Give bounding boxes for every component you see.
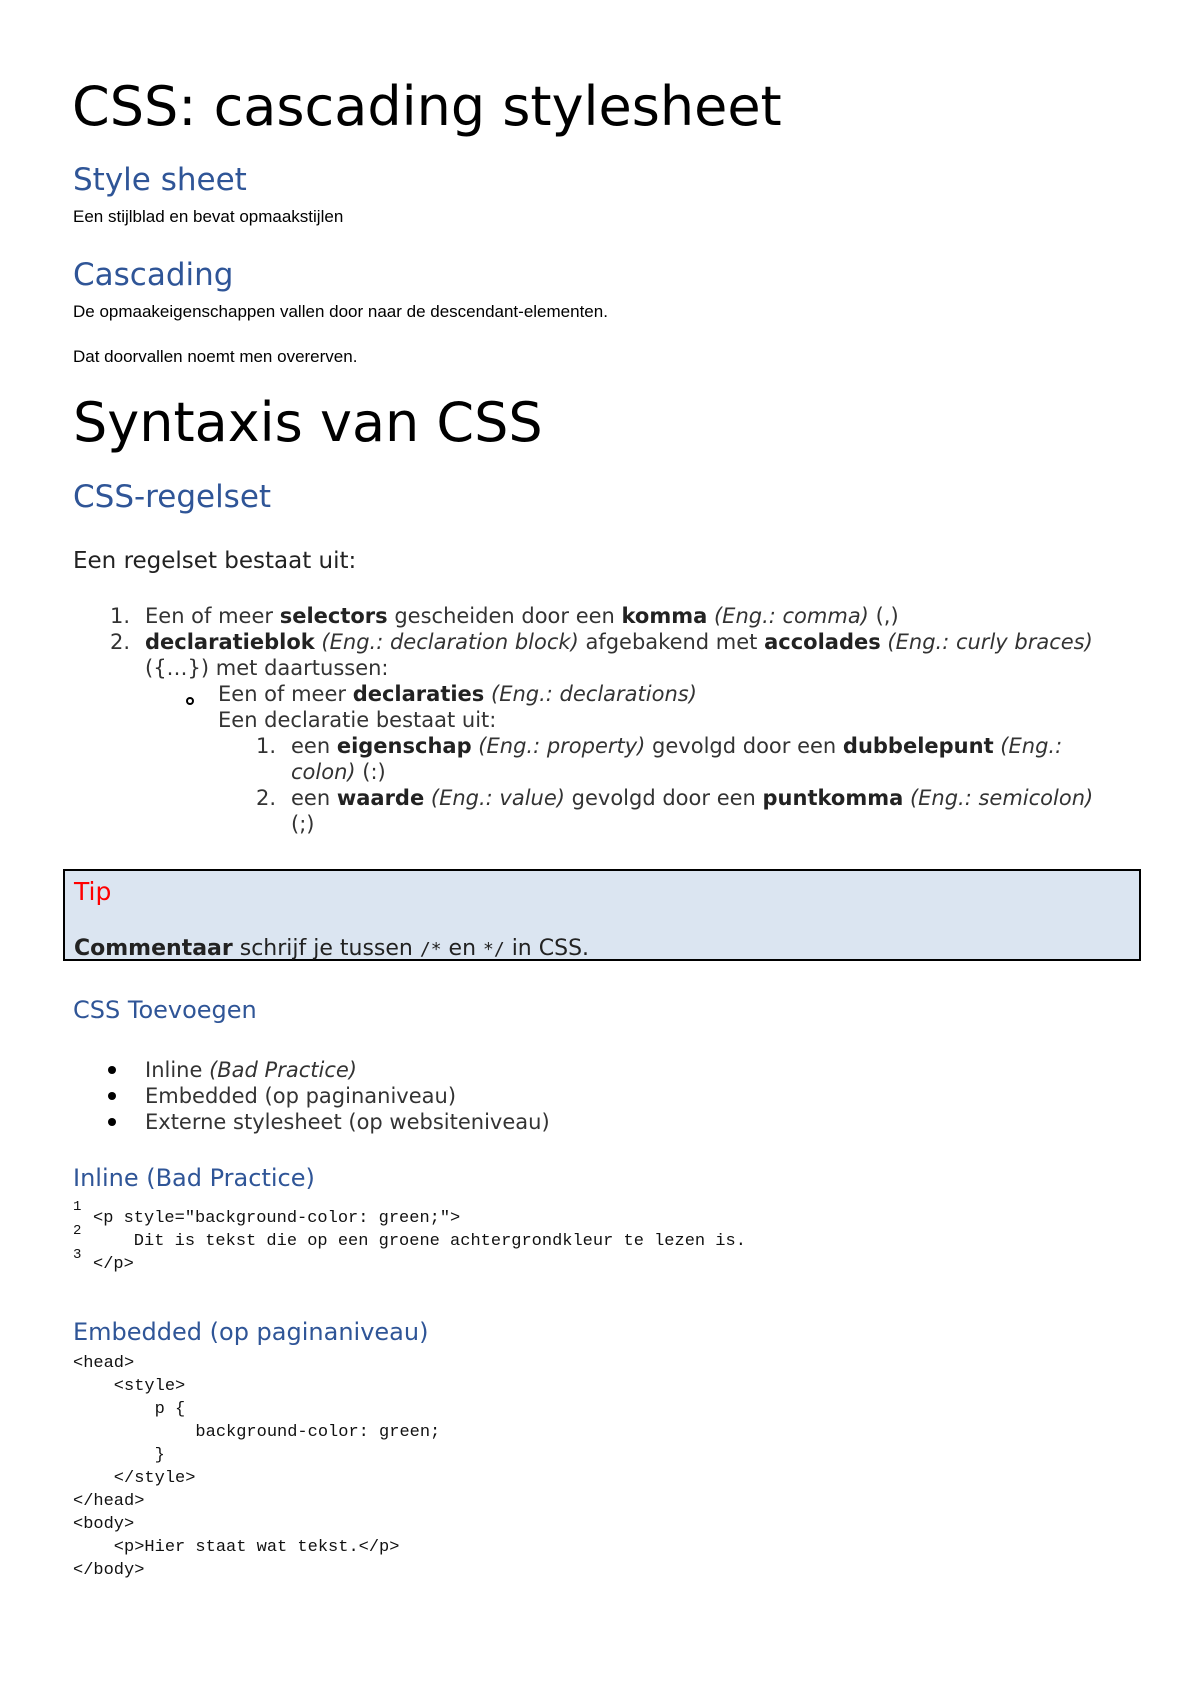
text-run: schrijf je tussen: [232, 936, 420, 961]
heading-css-toevoegen: CSS Toevoegen: [73, 996, 257, 1024]
bullet-icon: [108, 1092, 116, 1100]
code-line: Dit is tekst die op een groene achtergrondkleur te lezen is.: [93, 1232, 746, 1251]
term-selectors: selectors: [279, 604, 388, 628]
english-note: (Eng.: property): [478, 734, 646, 758]
style-sheet-text: Een stijlblad en bevat opmaakstijlen: [73, 207, 344, 226]
english-note: (Eng.: curly braces): [887, 630, 1093, 654]
code-line: <head>: [73, 1354, 135, 1373]
list-item-continuation: (;): [291, 812, 315, 836]
symbol: (,): [875, 604, 899, 628]
cascading-text-1: De opmaakeigenschappen vallen door naar de descendant-elementen.: [73, 302, 608, 321]
code-line: background-color: green;: [73, 1423, 441, 1442]
heading-css-regelset: CSS-regelset: [73, 479, 272, 515]
tip-box: [63, 869, 1141, 961]
sublist-item-continuation: Een declaratie bestaat uit:: [218, 708, 497, 732]
heading-cascading: Cascading: [73, 257, 234, 293]
text-run: afgebakend met: [578, 630, 765, 654]
nested-list-item: [0, 733, 1200, 785]
list-item: [0, 629, 1200, 681]
cascading-text-2: Dat doorvallen noemt men overerven.: [73, 347, 358, 366]
code-line: </body>: [73, 1561, 145, 1580]
english-note: colon): [291, 760, 356, 784]
circle-bullet-icon: [186, 697, 194, 705]
english-note: (Eng.: value): [430, 786, 565, 810]
list-item-continuation: [291, 759, 386, 785]
tip-title: Tip: [74, 877, 112, 906]
tip-text: [74, 936, 589, 961]
list-item: [0, 603, 1200, 629]
section-title-syntaxis: Syntaxis van CSS: [73, 391, 543, 454]
code-line: <p style="background-color: green;">: [93, 1209, 461, 1228]
english-note: (Eng.: comma): [713, 604, 869, 628]
list-item-continuation: [145, 655, 389, 681]
list-item: Embedded (op paginaniveau): [145, 1084, 457, 1108]
text-run: gescheiden door een: [387, 604, 622, 628]
regelset-intro: Een regelset bestaat uit:: [73, 548, 357, 574]
list-item: Externe stylesheet (op websiteniveau): [145, 1110, 550, 1134]
heading-inline: Inline (Bad Practice): [73, 1164, 315, 1192]
nested-list-item: [0, 785, 1200, 837]
english-note: (Eng.:: [1000, 734, 1063, 758]
bad-practice-note: (Bad Practice): [209, 1058, 357, 1082]
symbol: (:): [362, 760, 386, 784]
code-line: </style>: [73, 1469, 196, 1488]
term-waarde: waarde: [336, 786, 425, 810]
list-item-text: [145, 603, 899, 629]
term-puntkomma: puntkomma: [762, 786, 904, 810]
sublist-item: [218, 681, 697, 707]
list-number: 2.: [109, 630, 130, 654]
text-run: in CSS.: [504, 936, 590, 961]
text-run: met daartussen:: [209, 656, 389, 680]
text-run: een: [291, 734, 337, 758]
text-run: gevolgd door een: [564, 786, 763, 810]
code-line: <body>: [73, 1515, 135, 1534]
term-dubbelepunt: dubbelepunt: [842, 734, 994, 758]
list-item: [145, 1057, 357, 1083]
english-note: (Eng.: declaration block): [321, 630, 579, 654]
text-run: Inline: [145, 1058, 210, 1082]
bullet-icon: [108, 1118, 116, 1126]
english-note: (Eng.: semicolon): [909, 786, 1094, 810]
term-komma: komma: [621, 604, 708, 628]
heading-embedded: Embedded (op paginaniveau): [73, 1318, 429, 1346]
list-number: 2.: [255, 786, 276, 810]
bullet-icon: [108, 1066, 116, 1074]
code-comment-close: */: [483, 939, 505, 960]
code-line-number: 1: [73, 1199, 82, 1215]
text-run: gevolgd door een: [645, 734, 843, 758]
text-run: en: [441, 936, 484, 961]
heading-style-sheet: Style sheet: [73, 162, 247, 198]
list-number: 1.: [255, 734, 276, 758]
english-note: (Eng.: declarations): [491, 682, 697, 706]
code-line: </head>: [73, 1492, 145, 1511]
code-comment-open: /*: [419, 939, 442, 960]
term-declaraties: declaraties: [352, 682, 485, 706]
code-line: <style>: [73, 1377, 186, 1396]
list-number: 1.: [109, 604, 130, 628]
list-item-text: [291, 733, 1062, 759]
code-line: p {: [73, 1400, 186, 1419]
text-run: een: [291, 786, 337, 810]
page-title: CSS: cascading stylesheet: [72, 75, 782, 138]
symbol: ({…}): [145, 656, 210, 680]
code-line: </p>: [93, 1255, 134, 1274]
code-line: }: [73, 1446, 165, 1465]
code-line-number: 2: [73, 1223, 82, 1239]
list-item-text: [145, 629, 1093, 655]
term-eigenschap: eigenschap: [336, 734, 472, 758]
code-line-number: 3: [73, 1247, 82, 1263]
term-commentaar: Commentaar: [74, 936, 233, 961]
text-run: Een of meer: [218, 682, 353, 706]
text-run: Een of meer: [145, 604, 280, 628]
code-line: <p>Hier staat wat tekst.</p>: [73, 1538, 400, 1557]
term-declaratieblok: declaratieblok: [145, 630, 315, 654]
term-accolades: accolades: [764, 630, 881, 654]
list-item-text: [291, 785, 1093, 811]
